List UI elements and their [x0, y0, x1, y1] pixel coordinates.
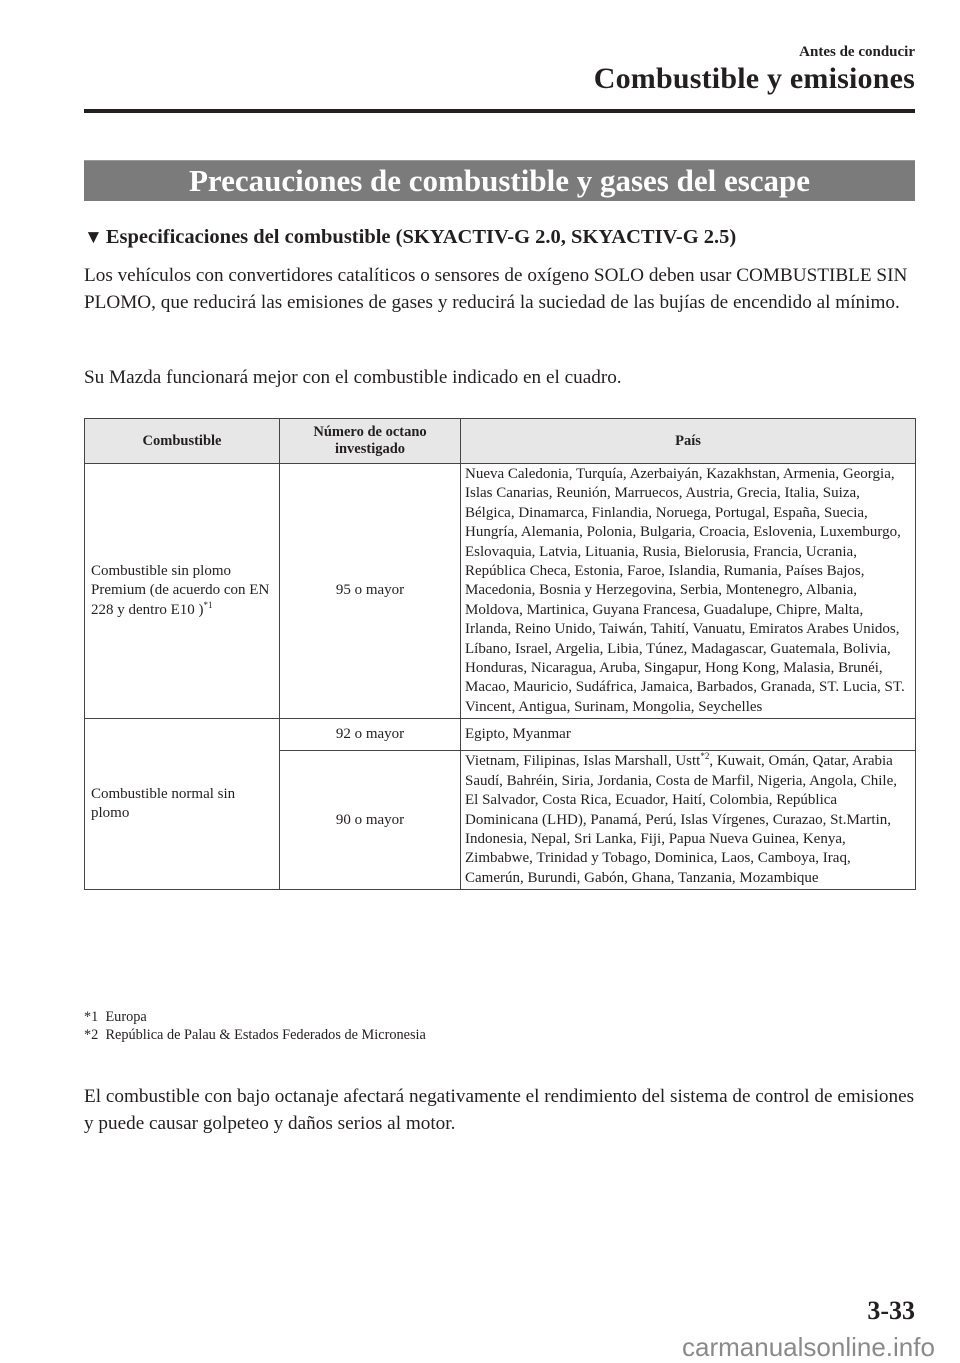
intro-paragraph: Los vehículos con convertidores catalíticos o sensores de oxígeno SOLO deben usar COMBUSTIBLE SIN PLOMO, que reducirá las emisiones de gases y reducirá la suciedad de las bujías de encendido al mínimo. — [84, 265, 908, 313]
footnote-ref: *2 — [700, 751, 710, 762]
countries-cell: Egipto, Myanmar — [461, 719, 916, 751]
table-header-row — [85, 419, 916, 464]
page-title-banner: Precauciones de combustible y gases del escape — [84, 160, 915, 201]
header-country: País — [461, 419, 916, 464]
countries-cell: Vietnam, Filipinas, Islas Marshall, Ustt$^{*2}$, Kuwait, Omán, Qatar, Arabia Saudí, Bahréin, Siria, Jordania, Costa de Marfil, Nigeria, Angola, Chile, El Salvador, Costa Rica, Ecuador, Haití, Colombia, República Dominicana (LHD), Panamá, Perú, Islas Vírgenes, Curazao, St.Martin, Indonesia, Nepal, Sri Lanka, Fiji, Papua Nueva Guinea, Kenya, Zimbabwe, Trinidad y Tobago, Dominica, Laos, Camboya, Iraq, Camerún, Burundi, Gabón, Ghana, Tanzania, Mozambique — [461, 751, 916, 890]
footnote-ref: *1 — [203, 599, 213, 610]
section-heading — [84, 226, 736, 249]
header-fuel: Combustible — [85, 419, 280, 464]
table-row — [85, 464, 916, 719]
octane-cell: 92 o mayor — [280, 719, 461, 751]
octane-cell: 95 o mayor — [280, 464, 461, 719]
header-divider — [84, 109, 915, 113]
watermark: carmanualsonline.info — [682, 1332, 935, 1362]
header-octane: Número de octano investigado — [280, 419, 461, 464]
section-label: Antes de conducir — [799, 44, 915, 60]
octane-cell: 90 o mayor — [280, 751, 461, 890]
fuel-cell: Combustible sin plomo Premium (de acuerdo con EN 228 y dentro E10 )$^{*1}$ — [85, 464, 280, 719]
fuel-spec-table — [84, 418, 916, 890]
closing-paragraph: El combustible con bajo octanaje afectará negativamente el rendimiento del sistema de control de emisiones y puede causar golpeteo y daños serios al motor. — [84, 1086, 915, 1134]
section-heading-text: Especificaciones del combustible (SKYACTIV-G 2.0, SKYACTIV-G 2.5) — [105, 226, 737, 248]
triangle-down-icon: ▼ — [84, 227, 103, 248]
recommendation-paragraph: Su Mazda funcionará mejor con el combustible indicado en el cuadro. — [84, 367, 622, 388]
countries-cell: Nueva Caledonia, Turquía, Azerbaiyán, Kazakhstan, Armenia, Georgia, Islas Canarias, Reunión, Marruecos, Austria, Grecia, Italia, Suiza, Bélgica, Dinamarca, Finlandia, Noruega, Portugal, España, Suecia, Hungría, Alemania, Polonia, Bulgaria, Croacia, Eslovenia, Luxemburgo, Eslovaquia, Latvia, Lituania, Rusia, Bielorusia, Francia, Ucrania, República Checa, Estonia, Faroe, Islandia, Rumania, Países Bajos, Macedonia, Bosnia y Herzegovina, Serbia, Montenegro, Albania, Moldova, Martinica, Guyana Francesa, Guadalupe, Chipre, Malta, Irlanda, Reino Unido, Taiwán, Tahití, Vanuatu, Emiratos Arabes Unidos, Líbano, Israel, Argelia, Libia, Túnez, Madagascar, Guatemala, Bolivia, Honduras, Nicaragua, Aruba, Singapur, Hong Kong, Malasia, Brunéi, Macao, Mauricio, Sudáfrica, Jamaica, Barbados, Granada, ST. Lucia, ST. Vincent, Antigua, Surinam, Mongolia, Seychelles — [461, 464, 916, 719]
fuel-cell: Combustible normal sin plomo — [85, 719, 280, 890]
table-row — [85, 719, 916, 751]
chapter-title: Combustible y emisiones — [593, 62, 915, 95]
footnote: *1 Europa — [84, 1009, 147, 1025]
page-number: 3-33 — [867, 1296, 915, 1325]
footnote: *2 República de Palau & Estados Federados de Micronesia — [84, 1027, 426, 1043]
